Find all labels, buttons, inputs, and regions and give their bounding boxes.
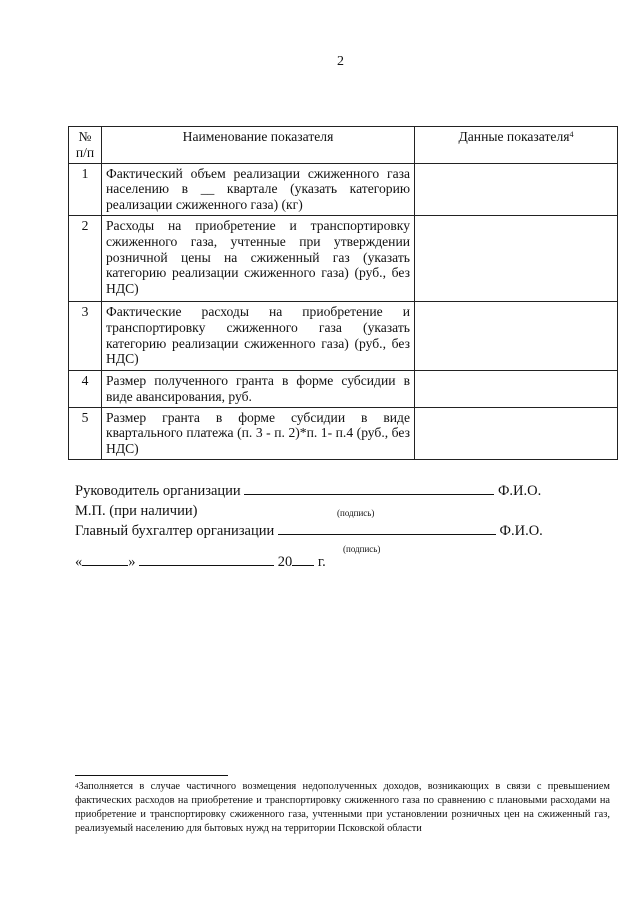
row-value bbox=[415, 215, 618, 301]
table-row bbox=[69, 163, 618, 215]
page-number: 2 bbox=[337, 54, 344, 69]
header-data-label: Данные показателя bbox=[458, 129, 570, 144]
table-row bbox=[69, 301, 618, 370]
indicators-table bbox=[68, 126, 618, 460]
accountant-fio: Ф.И.О. bbox=[499, 523, 543, 539]
table-row bbox=[69, 370, 618, 407]
row-text: Размер полученного гранта в форме субсидии в виде авансирования, руб. bbox=[102, 370, 415, 407]
accountant-label: Главный бухгалтер организации bbox=[75, 523, 275, 539]
signature-caption: (подпись) bbox=[343, 544, 381, 554]
row-num: 5 bbox=[69, 407, 102, 459]
accountant-signature-line bbox=[75, 523, 543, 540]
row-num: 4 bbox=[69, 370, 102, 407]
stamp-label: М.П. (при наличии) bbox=[75, 503, 198, 519]
footnote-divider bbox=[75, 775, 228, 776]
accountant-signature-blank[interactable] bbox=[278, 523, 496, 535]
head-label: Руководитель организации bbox=[75, 483, 241, 499]
date-quote-close: » bbox=[128, 554, 136, 570]
header-name: Наименование показателя bbox=[102, 127, 415, 164]
row-text: Фактические расходы на приобретение и транспортировку сжиженного газа (указать категорию реализации сжиженного газа) (руб., без НДС) bbox=[102, 301, 415, 370]
head-signature-line bbox=[75, 483, 541, 500]
head-fio: Ф.И.О. bbox=[497, 483, 542, 499]
signature-caption: (подпись) bbox=[337, 508, 375, 518]
row-value bbox=[415, 370, 618, 407]
date-year-blank[interactable] bbox=[292, 554, 314, 566]
row-num: 3 bbox=[69, 301, 102, 370]
head-signature-blank[interactable] bbox=[244, 483, 494, 495]
row-value bbox=[415, 163, 618, 215]
table-row bbox=[69, 215, 618, 301]
footnote-ref: 4 bbox=[569, 130, 574, 139]
table-header-row bbox=[69, 127, 618, 164]
date-quote-open: « bbox=[75, 554, 83, 570]
row-value bbox=[415, 301, 618, 370]
row-value bbox=[415, 407, 618, 459]
header-data bbox=[415, 127, 618, 164]
header-num: № п/п bbox=[69, 127, 102, 164]
date-year: 20 bbox=[277, 554, 293, 570]
row-num: 1 bbox=[69, 163, 102, 215]
row-text: Размер гранта в форме субсидии в виде квартального платежа (п. 3 - п. 2)*п. 1- п.4 (руб., без НДС) bbox=[102, 407, 415, 459]
table-row bbox=[69, 407, 618, 459]
date-suffix: г. bbox=[317, 554, 326, 570]
footnote bbox=[75, 780, 610, 836]
date-month-blank[interactable] bbox=[139, 554, 274, 566]
date-day-blank[interactable] bbox=[82, 554, 128, 566]
row-num: 2 bbox=[69, 215, 102, 301]
footnote-text: Заполняется в случае частичного возмещения недополученных доходов, возникающих в связи с превышением фактических расходов на приобретение и транспортировку сжиженного газа по сравнению с плановыми расходами на приобретение и транспортировку сжиженного газа, учтенными при установлении розничных цен на сжиженный газ, реализуемый населению для бытовых нужд на территории Псковской области bbox=[75, 781, 610, 834]
row-text: Расходы на приобретение и транспортировку сжиженного газа, учтенные при утверждении розничной цены на сжиженный газ (указать категорию реализации сжиженного газа) (руб., без НДС) bbox=[102, 215, 415, 301]
footnote-mark: 4 bbox=[75, 782, 79, 790]
row-text: Фактический объем реализации сжиженного газа населению в __ квартале (указать категорию реализации сжиженного газа) (кг) bbox=[102, 163, 415, 215]
date-line bbox=[75, 554, 326, 571]
